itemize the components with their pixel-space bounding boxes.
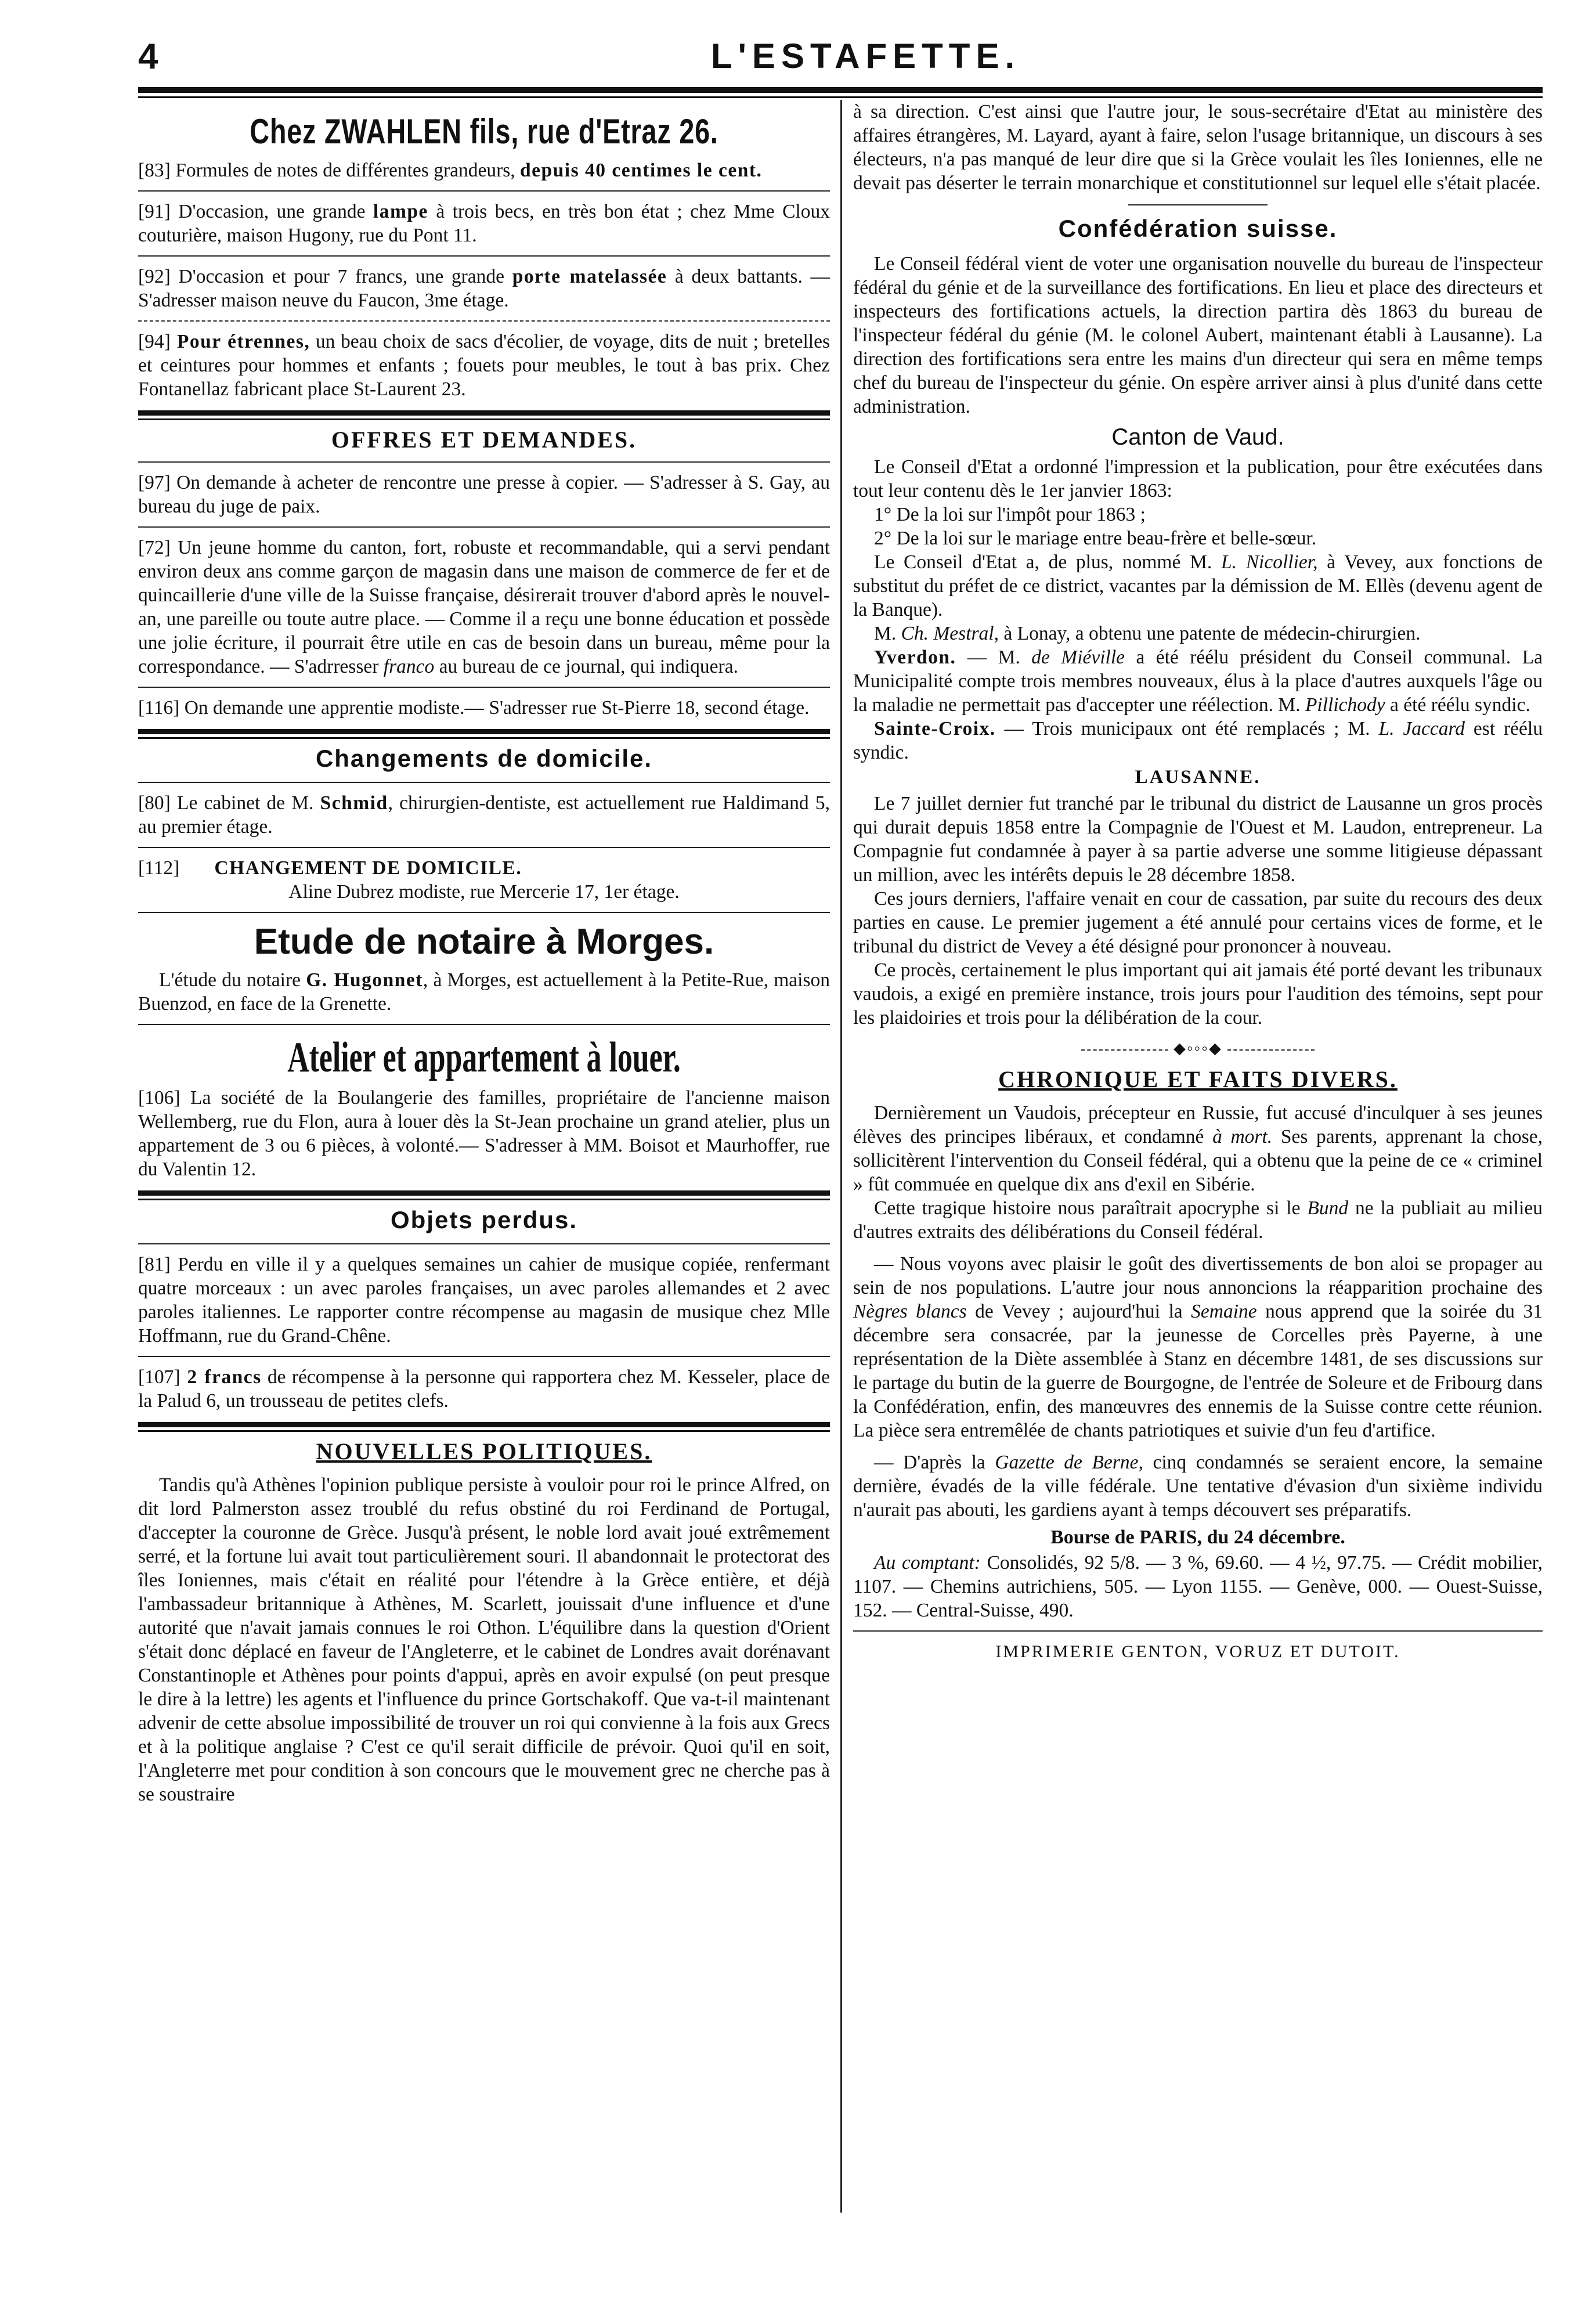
separator: [138, 1024, 830, 1025]
ad-81: [81] Perdu en ville il y a quelques semaines un cahier de musique copiée, renfermant quatre morceaux : un avec paroles françaises, un avec paroles allemandes et 2 avec paroles italiennes. Le rapporter contre récompense au magasin de musique chez Mlle Hoffmann, rue du Grand-Chêne.: [138, 1254, 830, 1347]
vaud-p4: Le Conseil d'Etat a, de plus, nommé M. L. Nicollier, à Vevey, aux fonctions de substitut du préfet de ce district, vacantes par la démission de M. Ellès (devenu agent de la Banque).: [853, 551, 1543, 620]
sainte-croix-text: Sainte-Croix. — Trois municipaux ont été remplacés ; M. L. Jaccard est réélu syndic.: [853, 718, 1543, 763]
ad-107: [107] 2 francs de récompense à la personne qui rapportera chez M. Kesseler, place de la Palud 6, un trousseau de petites clefs.: [138, 1366, 830, 1412]
vaud-heading: Canton de Vaud.: [1111, 424, 1284, 450]
ad-97: [97] On demande à acheter de rencontre une presse à copier. — S'adresser à S. Gay, au bureau du juge de paix.: [138, 472, 830, 517]
changements-heading: Changements de domicile.: [315, 745, 653, 772]
imprint-line: IMPRIMERIE GENTON, VORUZ ET DUTOIT.: [995, 1642, 1400, 1661]
nouvelles-text: Tandis qu'à Athènes l'opinion publique persiste à vouloir pour roi le prince Alfred, on dit lord Palmerston assez troublé du refus obstiné du roi Ferdinand de Portugal, d'accepter la couronne de Grèce. Jusqu'à présent, le noble lord avait joué extrêmement serré, et la fortune lui avait tout particulièrement souri. Il abandonnait le protectorat des îles Ioniennes, mais c'était en réalité pour l'étendre à la Grèce entière, et déjà l'ambassadeur britannique à Athènes, M. Scarlett, jouissait d'une influence et d'une autorité que n'avait jamais connues le roi Othon. L'équilibre dans la question d'Orient s'était donc déplacé en faveur de l'Angleterre, et le cabinet de Londres avait dorénavant Constantinople et Athènes pour points d'appui, après en avoir expulsé (on peut presque le dire à la lettre) les agents et l'influence du prince Gortschakoff. Que va-t-il maintenant advenir de cette absolue impossibilité de trouver un roi qui convienne à la fois aux Grecs et à la politique anglaise ? C'est ce qu'il serait difficile de prévoir. Quoi qu'il en soit, l'Angleterre met pour condition à son concours que le mouvement grec ne cherche pas à se soustraire: [138, 1474, 830, 1805]
fleuron-divider: ⬥◦◦◦⬥: [853, 1039, 1543, 1059]
ad-94: [94] Pour étrennes, un beau choix de sacs d'écolier, de voyage, dits de nuit ; bretelles et ceintures pour hommes et enfants ; fouets pour meubles, le tout à bas prix. Chez Fontanellaz fabricant place St-Laurent 23.: [138, 331, 830, 400]
right-column: [853, 100, 1543, 1662]
separator: [138, 782, 830, 783]
lausanne-p1: Le 7 juillet dernier fut tranché par le tribunal du district de Lausanne un gros procès qui durait depuis 1858 entre la Compagnie de l'Ouest et M. Laudon, entrepreneur. La Compagnie fut condamnée à payer à sa partie adverse une somme litigieuse dépassant un million, avec les intérêts depuis le 28 décembre 1858.: [853, 793, 1543, 886]
vaud-p2: 1° De la loi sur l'impôt pour 1863 ;: [874, 504, 1146, 525]
double-rule: [138, 729, 830, 739]
nouvelles-heading: NOUVELLES POLITIQUES.: [316, 1438, 652, 1464]
confed-text: Le Conseil fédéral vient de voter une organisation nouvelle du bureau de l'inspecteur fédéral du génie et de la surveillance des fortifications. En lieu et place des directeurs et inspecteurs des fortifications actuels, la direction partira dès 1863 du bureau de l'inspecteur fédéral du génie (M. le colonel Aubert, maintenant établi à Lausanne). La direction des fortifications sera entre les mains d'un directeur qui sera en même temps chef du bureau de l'inspecteur du génie. On espère arriver ainsi à plus d'unité dans cette administration.: [853, 253, 1543, 417]
ad-72: [72] Un jeune homme du canton, fort, robuste et recommandable, qui a servi pendant environ deux ans comme garçon de magasin dans une maison de commerce de fer et de quincaillerie d'une ville de la Suisse française, désirerait trouver d'abord après le nouvel-an, une pareille ou toute autre place. — Comme il a reçu une bonne éducation et possède une jolie écriture, il pourrait être utile en cas de besoin dans un bureau, même pour la correspondance. — S'adrresser franco au bureau de ce journal, qui indiquera.: [138, 537, 830, 677]
etude-text: L'étude du notaire G. Hugonnet, à Morges, est actuellement à la Petite-Rue, maison Buenzod, en face de la Grenette.: [138, 969, 830, 1015]
confed-heading: Confédération suisse.: [1058, 215, 1338, 242]
separator: [853, 1630, 1543, 1632]
lausanne-p3: Ce procès, certainement le plus important qui ait jamais été porté devant les tribunaux vaudois, a exigé en première instance, trois jours pour l'audition des témoins, sept pour les plaidoiries et trois pour la délibération de la cour.: [853, 959, 1543, 1029]
double-rule: [138, 1190, 830, 1200]
offres-heading: OFFRES ET DEMANDES.: [331, 427, 637, 453]
objets-heading: Objets perdus.: [390, 1206, 578, 1233]
chron-p3: — Nous voyons avec plaisir le goût des divertissements de bon aloi se propager au sein de nos populations. L'autre jour nous annoncions la réapparition prochaine des Nègres blancs de Vevey ; aujourd'hui la Semaine nous apprend que la soirée du 31 décembre sera consacrée, par la jeunesse de Corcelles près Payerne, à une représentation de la Diète assemblée à Stanz en décembre 1481, de ses discussions sur le partage du butin de la guerre de Bourgogne, de l'entrée de Soleure et de Fribourg dans la Confédération, enfin, des manœuvres des ennemis de la Suisse contre cette réunion. La pièce sera entremêlée de chants patriotiques et suivie d'un feu d'artifice.: [853, 1253, 1543, 1441]
chron-p4: — D'après la Gazette de Berne, cinq condamnés se seraient encore, la semaine dernière, évadés de la ville fédérale. Une tentative d'évasion d'un sixième individu n'aurait pas abouti, les gardiens ayant à temps découvert ses préparatifs.: [853, 1452, 1543, 1521]
masthead: L'ESTAFETTE.: [711, 37, 1021, 75]
bourse-text: Au comptant: Consolidés, 92 5/8. — 3 %, 69.60. — 4 ½, 97.75. — Crédit mobilier, 1107. — Chemins autrichiens, 505. — Lyon 1155. — Genève, 000. — Ouest-Suisse, 152. — Central-Suisse, 490.: [853, 1552, 1543, 1621]
separator: [138, 847, 830, 848]
vaud-p5: M. Ch. Mestral, à Lonay, a obtenu une patente de médecin-chirurgien.: [874, 623, 1421, 644]
ad-106: [106] La société de la Boulangerie des familles, propriétaire de l'ancienne maison Wellemberg, rue du Flon, aura à louer dès la St-Jean prochaine un grand atelier, plus un appartement de 3 ou 6 pièces, à volonté.— S'adresser à MM. Boisot et Maurhoffer, rue du Valentin 12.: [138, 1087, 830, 1180]
double-rule: [138, 410, 830, 420]
separator: [138, 526, 830, 528]
vaud-p1: Le Conseil d'Etat a ordonné l'impression et la publication, pour être exécutées dans tout leur contenu dès le 1er janvier 1863:: [853, 456, 1543, 501]
page-number: 4: [138, 37, 158, 77]
header-rule-thin: [138, 96, 1543, 98]
separator: [138, 190, 830, 192]
chron-p2: Cette tragique histoire nous paraîtrait apocryphe si le Bund ne la publiait au milieu d'autres extraits des délibérations du Conseil fédéral.: [853, 1197, 1543, 1243]
chron-p1: Dernièrement un Vaudois, précepteur en Russie, fut accusé d'inculquer à ses jeunes élèves des principes libéraux, et condamné à mort. Ses parents, apprenant la chose, sollicitèrent l'intervention du Conseil fédéral, qui a obtenu que la peine de ce « criminel » fût commuée en quelque dix ans d'exil en Sibérie.: [853, 1102, 1543, 1195]
atelier-heading: Atelier et appartement à louer.: [287, 1034, 681, 1081]
header-rule: [138, 87, 1543, 93]
double-rule: [138, 1422, 830, 1432]
lausanne-p2: Ces jours derniers, l'affaire venait en cour de cassation, par suite du recours des deux parties en cause. Le premier jugement a été annulé pour certains vices de forme, et le tribunal du district de Vevey a été désigné pour prononcer à nouveau.: [853, 888, 1543, 957]
etude-heading: Etude de notaire à Morges.: [254, 922, 714, 962]
separator: [138, 255, 830, 257]
separator: [1128, 204, 1268, 205]
separator: [138, 1243, 830, 1244]
left-column: [138, 100, 830, 1806]
ad-80: [80] Le cabinet de M. Schmid, chirurgien-dentiste, est actuellement rue Haldimand 5, au premier étage.: [138, 792, 830, 838]
ad-83: [83] Formules de notes de différentes grandeurs, depuis 40 centimes le cent.: [138, 160, 763, 181]
separator: [138, 1356, 830, 1357]
separator: [138, 461, 830, 463]
zwahlen-title: Chez ZWAHLEN fils, rue d'Etraz 26.: [250, 112, 718, 151]
separator: [138, 320, 830, 322]
separator: [138, 912, 830, 913]
ad-91: [91] D'occasion, une grande lampe à trois becs, en très bon état ; chez Mme Cloux couturière, maison Hugony, rue du Pont 11.: [138, 201, 830, 246]
ad-112: [112] CHANGEMENT DE DOMICILE.: [138, 857, 522, 879]
chronique-heading: CHRONIQUE ET FAITS DIVERS.: [998, 1066, 1398, 1092]
lausanne-heading: LAUSANNE.: [1135, 767, 1261, 788]
column-divider: [840, 100, 842, 2213]
yverdon-text: Yverdon. — M. de Miéville a été réélu président du Conseil communal. La Municipalité compte trois membres nouveaux, élus à la place d'autres auxquels l'âge ou la maladie ne permettait pas d'accepter une réélection. M. Pillichody a été réélu syndic.: [853, 647, 1543, 716]
ad-116: [116] On demande une apprentie modiste.— S'adresser rue St-Pierre 18, second étage.: [138, 697, 810, 719]
continuation-text: à sa direction. C'est ainsi que l'autre jour, le sous-secrétaire d'Etat au ministère des affaires étrangères, M. Layard, ayant à faire, selon l'usage britannique, un discours à ses électeurs, n'a pas manqué de leur dire que si la Grèce voulait les îles Ioniennes, elle ne devait pas déserter le terrain monarchique et constitutionnel sur lequel elle s'était placée.: [853, 101, 1543, 194]
separator: [138, 687, 830, 688]
ad-112-line2: Aline Dubrez modiste, rue Mercerie 17, 1er étage.: [288, 881, 680, 903]
ad-92: [92] D'occasion et pour 7 francs, une grande porte matelassée à deux battants. — S'adresser maison neuve du Faucon, 3me étage.: [138, 266, 831, 311]
bourse-heading: Bourse de PARIS, du 24 décembre.: [1050, 1527, 1345, 1548]
vaud-p3: 2° De la loi sur le mariage entre beau-frère et belle-sœur.: [874, 528, 1317, 549]
